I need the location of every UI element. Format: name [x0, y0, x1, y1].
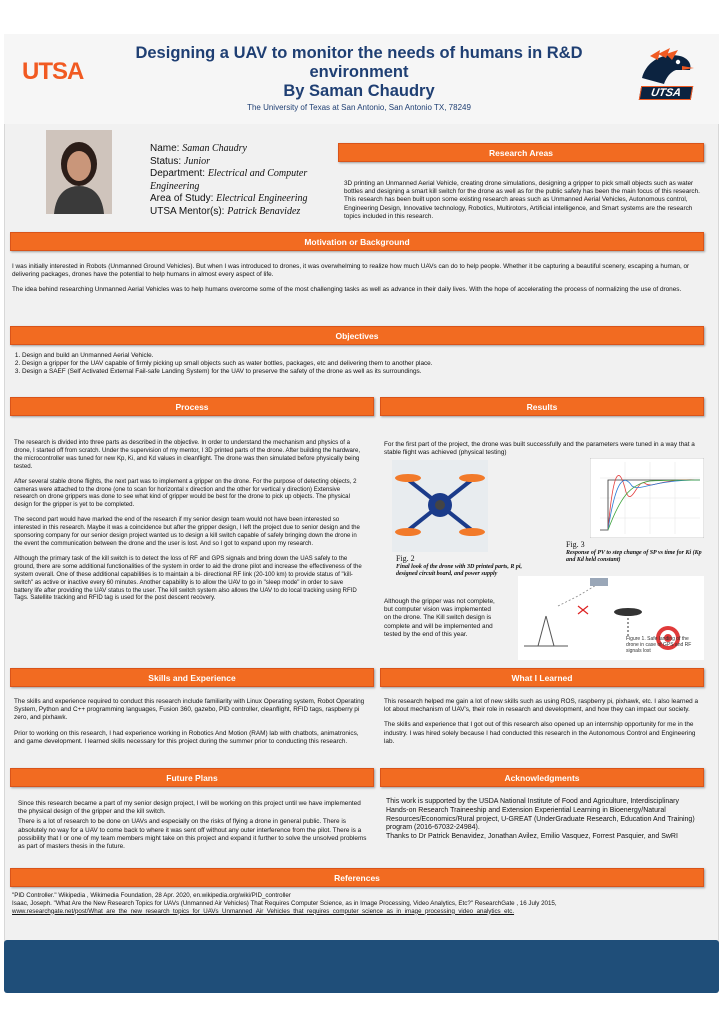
author-area: Electrical Engineering	[216, 193, 308, 204]
author-mentor: Patrick Benavidez	[227, 205, 301, 217]
author-info: Name: Saman Chaudry Status: Junior Department: Electrical and Computer Engineering Area of Study: Electrical Engineering UTSA Mentor(s): Patrick Benavidez	[150, 143, 308, 217]
objective-item: 3. Design a SAEF (Self Activated External Fail-safe Landing System) for the UAV to preserve the safety of the drone as well as its surroundings.	[22, 368, 702, 376]
process-header: Process	[10, 397, 374, 416]
utsa-logo: UTSA	[22, 58, 84, 85]
poster-title: Designing a UAV to monitor the needs of humans in R&D environment By Saman Chaudry	[135, 44, 583, 100]
acknowledgments-text: This work is supported by the USDA National Institute of Food and Agriculture, Interdisciplinary Hands-on Research Traineeship and Extension Experiential Learning in Bioenergy/Natural Resources/Economics/Rural project, U-GREAT (UnderGraduate Research, Education And Training) program (2016-67032-24984). Thanks to Dr Patrick Benavidez, Jonathan Avilez, Emilio Vasquez, Forrest Pasquier, and SwRI	[386, 798, 695, 841]
author-name: Saman Chaudry	[182, 143, 247, 154]
skills-text: The skills and experience required to conduct this research include familiarity with Linux Operating system, Robot Operating System, Python and C++ programming languages, Fusion 360, gazebo, PID controller, cleanflight, RFID tags, raspberry pi zero, and pixhawk. Prior to working on this research, I had experience working in Robotics And Motion (RAM) lab with chatbots, animatronics, and game development. I learned skills necessary for this project during the summer prior to conducting this research.	[14, 698, 365, 745]
reference-link[interactable]: www.researchgate.net/post/What_are_the_new_research_topics_for_UAVs_Unmanned_Air_Vehicles_that_requires_computer_science_as_in_image_processing_video_analytics_etc.	[12, 907, 515, 915]
fig2-caption: Final look of the drone with 3D printed parts, R pi, designed circuit board, and power supply	[396, 564, 523, 577]
fig2-label: Fig. 2	[396, 554, 415, 563]
references-list	[12, 892, 704, 915]
objectives-list	[12, 352, 702, 377]
step-response-plot	[590, 458, 704, 538]
fig3-label: Fig. 3	[566, 540, 585, 549]
author-status: Junior	[183, 155, 211, 167]
fig3-caption: Response of PV to step change of SP vs time for Ki (Kp and Kd held constant)	[566, 550, 702, 563]
learned-header: What I Learned	[380, 668, 704, 687]
research-areas-text: 3D printing an Unmanned Aerial Vehicle, creating drone simulations, designing a gripper to pick small objects such as water bottles and designing a smart kill switch for the drone as well as for the public safety has been the main focus of this research. This research has been built upon some existing research areas such as Unmanned Aerial Vehicles, Autonomous control, Engineering Design, Innovative technology, Robotics, Multirotors, Artificial intelligence, and Smart systems are the research topics included in this research.	[344, 180, 700, 220]
mascot-wordmark: UTSA	[639, 86, 693, 100]
roadrunner-mascot-icon	[636, 48, 694, 110]
learned-text: This research helped me gain a lot of new skills such as using ROS, raspberry pi, pixhawk, etc. I also learned a lot about mechanism of UAV's, their role in research and development, and how they can impact our society. The skills and experience that I got out of this research also opened up an internship opportunity for me in the industry. I was hired solely because I had conducted this research in the Autonomous Control and Engineering lab.	[384, 698, 699, 745]
research-areas-header: Research Areas	[338, 143, 704, 162]
motivation-text: I was initially interested in Robots (Unmanned Ground Vehicles). But when I was introduced to drones, it was overwhelming to realize how much UAVs can do to help people. Whether it be capturing a beautiful scenery, escaping a human, or delivering packages, drones have the potential to help humans in almost every aspect of life. The idea behind researching Unmanned Aerial Vehicles was to help humans overcome some of the most challenging tasks as well as advance in their daily lives. With the hope of accelerating the process of normalizing the use of drones.	[12, 263, 690, 294]
results-intro: For the first part of the project, the drone was built successfully and the parameters were tuned in a way that a stable flight was achieved (physical testing)	[384, 441, 695, 457]
author-photo	[46, 130, 112, 214]
poster-author: By Saman Chaudry	[283, 82, 435, 100]
footer-band	[4, 940, 719, 993]
objective-item: 2. Design a gripper for the UAV capable of firmly picking up small objects such as water bottles, packages, etc and delivering them to another place.	[22, 360, 702, 368]
acknowledgments-header: Acknowledgments	[380, 768, 704, 787]
results-conclusion: Although the gripper was not complete, but computer vision was implemented on the drone. The Kill switch design is complete and will be implemented and tested by the end of this year.	[384, 598, 495, 638]
affiliation: The University of Texas at San Antonio, San Antonio TX, 78249	[247, 103, 471, 112]
skills-header: Skills and Experience	[10, 668, 374, 687]
results-header: Results	[380, 397, 704, 416]
drone-photo	[392, 460, 488, 552]
author-department: Electrical and Computer Engineering	[150, 168, 308, 192]
future-header: Future Plans	[10, 768, 374, 787]
objectives-header: Objectives	[10, 326, 704, 345]
objective-item: 1. Design and build an Unmanned Aerial Vehicle.	[22, 352, 702, 360]
fig1-caption: Figure 1. Safe landing of the drone in case of GPS and RF signals lost	[626, 636, 692, 654]
process-text: The research is divided into three parts as described in the objective. In order to understand the mechanism and physics of a drone, I started off from scratch. Under the supervision of my mentor, I 3D printed parts of the drone. After building the hardware, the microcontroller was tuned for new Kp, Ki, and Kd values in cleanflight. The drone was then simulated before physically being tested. After several stable drone flights, the next part was to implement a gripper on the drone. For the purpose of detecting objects, 2 cameras were attached to the drone (one to scan for horizontal x direction and the other for vertical y direction) Extensive research on drone grippers was done to see what kind of gripper would be best for the drone to pick up objects. The physical design for the gripper is yet to be completed. The second part would have marked the end of the research if my senior design team would not have been interested so interested in this research. Maybe it was a coincidence but after the gripper design, I left the project due to senior design and the sponsoring company for our senior design project wanted us to design a kill switch capable of safely bringing down the drone in the event the communication between the drone and the user is lost. And so I got to expand upon my research. Although the primary task of the kill switch is to detect the loss of RF and GPS signals and bring down the UAS safely to the ground, there are some additional functionalities of the system in order to aid the drone pilot and increase the effectiveness of the system overall. One of these additional capabilities is to maintain a bi- directional RF link (20-100 km) to provide status of "kill-switch" as active or inactive every 60 minutes. Another capability is to allow the UAV to go in "sleep mode" in order to save battery life after providing the UAV status to the user. The kill switch system also allows the UAV to do local tracking using RFID Tags. Satellite tracking and RFID tag is used for the post descent recovery.	[14, 439, 362, 602]
reference-item: Isaac, Joseph. "What Are the New Research Topics for UAVs (Unmanned Air Vehicles) That Requires Computer Science, as in Image Processing, Video Analytics, Etc?" ResearchGate , 16 July 2015,	[12, 899, 557, 907]
references-header: References	[10, 868, 704, 887]
reference-item: "PID Controller." Wikipedia , Wikimedia Foundation, 28 Apr. 2020, en.wikipedia.org/wiki/PID_controller	[12, 892, 291, 899]
future-text: Since this research became a part of my senior design project, I will be working on this project until we have implemented the physical design of the gripper and the kill switch. There is a lot of research to be done on UAVs and especially on the risks of flying a drone in general public. There is absolutely no way for a UAV to come back to where it was sent off without any outer interference from the pilot. There is a possibility that I or one of my team members might take on this project and expand it further to solve the unsolved problems as part of masters thesis in the future.	[18, 800, 367, 851]
motivation-header: Motivation or Background	[10, 232, 704, 251]
